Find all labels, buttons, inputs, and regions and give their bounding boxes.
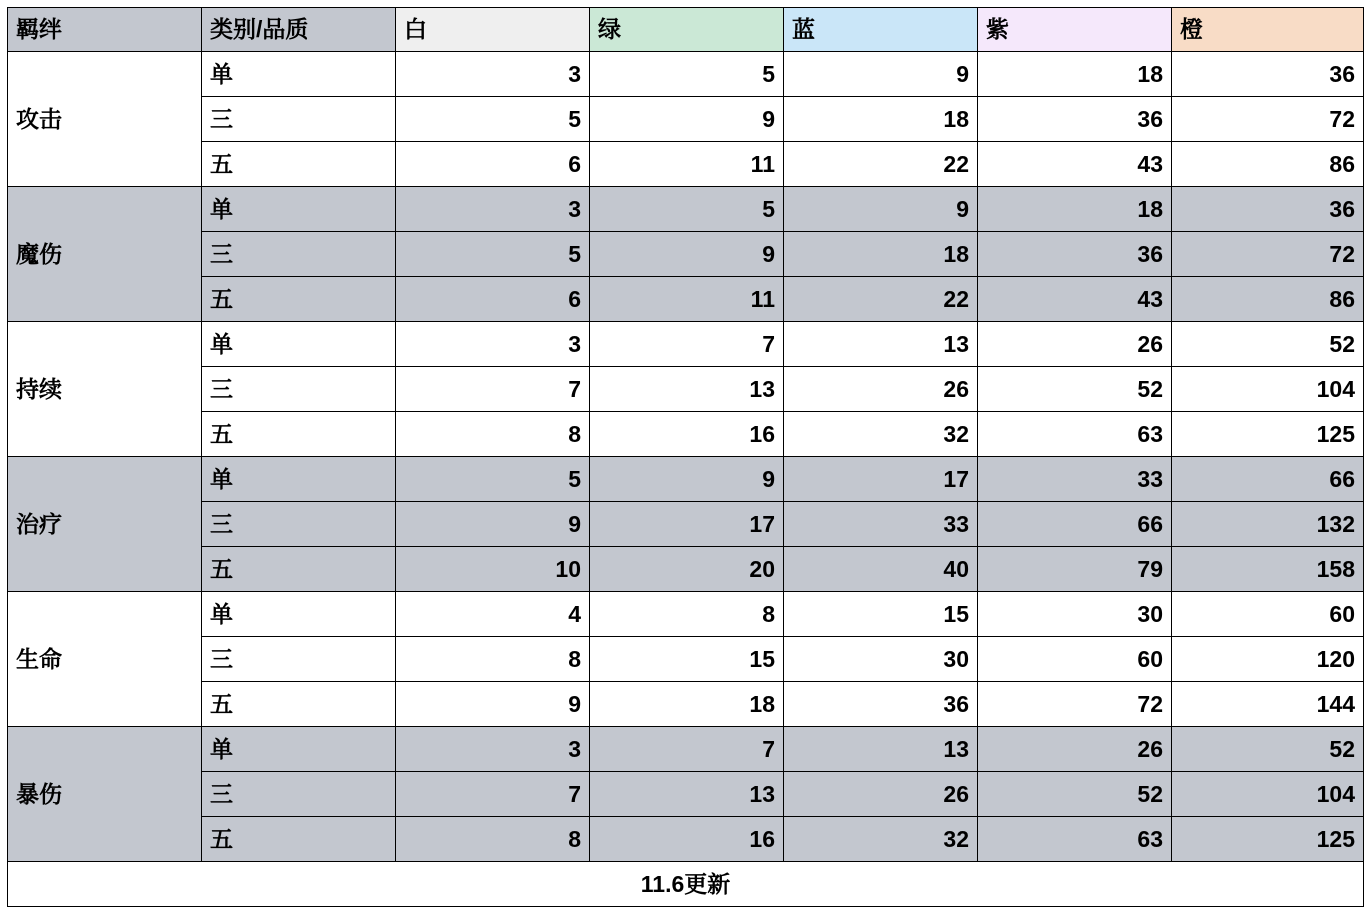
- category-cell: 单: [202, 592, 396, 637]
- table-row: [8, 277, 1364, 322]
- value-cell-orange: 36: [1172, 187, 1364, 232]
- table-row: [8, 727, 1364, 772]
- category-cell: 单: [202, 457, 396, 502]
- value-cell-white: 3: [396, 727, 590, 772]
- table-row: [8, 142, 1364, 187]
- table-row: [8, 457, 1364, 502]
- value-cell-green: 11: [590, 277, 784, 322]
- header-quality-blue: 蓝: [784, 8, 978, 52]
- value-cell-orange: 104: [1172, 367, 1364, 412]
- value-cell-blue: 26: [784, 367, 978, 412]
- value-cell-green: 5: [590, 187, 784, 232]
- value-cell-blue: 26: [784, 772, 978, 817]
- value-cell-purple: 30: [978, 592, 1172, 637]
- value-cell-white: 7: [396, 367, 590, 412]
- value-cell-blue: 18: [784, 232, 978, 277]
- category-cell: 五: [202, 277, 396, 322]
- value-cell-orange: 86: [1172, 142, 1364, 187]
- bond-name-cell: 治疗: [8, 457, 202, 592]
- value-cell-purple: 79: [978, 547, 1172, 592]
- value-cell-white: 3: [396, 52, 590, 97]
- value-cell-blue: 15: [784, 592, 978, 637]
- value-cell-orange: 36: [1172, 52, 1364, 97]
- value-cell-purple: 26: [978, 727, 1172, 772]
- table-row: [8, 412, 1364, 457]
- value-cell-blue: 9: [784, 52, 978, 97]
- value-cell-purple: 36: [978, 97, 1172, 142]
- header-quality-white: 白: [396, 8, 590, 52]
- value-cell-green: 17: [590, 502, 784, 547]
- footer-row: [8, 862, 1364, 907]
- table-row: [8, 502, 1364, 547]
- value-cell-blue: 40: [784, 547, 978, 592]
- table-row: [8, 547, 1364, 592]
- category-cell: 五: [202, 682, 396, 727]
- value-cell-orange: 125: [1172, 817, 1364, 862]
- value-cell-blue: 22: [784, 277, 978, 322]
- value-cell-purple: 52: [978, 772, 1172, 817]
- bond-name-cell: 生命: [8, 592, 202, 727]
- value-cell-purple: 33: [978, 457, 1172, 502]
- bond-name-cell: 攻击: [8, 52, 202, 187]
- value-cell-white: 5: [396, 232, 590, 277]
- value-cell-orange: 52: [1172, 322, 1364, 367]
- header-bond: 羁绊: [8, 8, 202, 52]
- value-cell-blue: 32: [784, 412, 978, 457]
- value-cell-green: 16: [590, 817, 784, 862]
- value-cell-green: 9: [590, 97, 784, 142]
- value-cell-purple: 66: [978, 502, 1172, 547]
- category-cell: 单: [202, 52, 396, 97]
- value-cell-green: 18: [590, 682, 784, 727]
- value-cell-green: 15: [590, 637, 784, 682]
- value-cell-purple: 43: [978, 277, 1172, 322]
- value-cell-purple: 18: [978, 187, 1172, 232]
- category-cell: 三: [202, 772, 396, 817]
- value-cell-white: 4: [396, 592, 590, 637]
- category-cell: 单: [202, 322, 396, 367]
- table-row: [8, 367, 1364, 412]
- value-cell-white: 8: [396, 637, 590, 682]
- value-cell-purple: 43: [978, 142, 1172, 187]
- value-cell-blue: 33: [784, 502, 978, 547]
- category-cell: 三: [202, 637, 396, 682]
- header-quality-green: 绿: [590, 8, 784, 52]
- category-cell: 单: [202, 187, 396, 232]
- value-cell-blue: 36: [784, 682, 978, 727]
- value-cell-white: 5: [396, 97, 590, 142]
- header-category: 类别/品质: [202, 8, 396, 52]
- table-row: [8, 637, 1364, 682]
- table-row: [8, 772, 1364, 817]
- value-cell-white: 7: [396, 772, 590, 817]
- value-cell-purple: 52: [978, 367, 1172, 412]
- value-cell-purple: 36: [978, 232, 1172, 277]
- category-cell: 五: [202, 412, 396, 457]
- value-cell-orange: 158: [1172, 547, 1364, 592]
- category-cell: 三: [202, 367, 396, 412]
- category-cell: 三: [202, 502, 396, 547]
- value-cell-green: 5: [590, 52, 784, 97]
- bond-name-cell: 暴伤: [8, 727, 202, 862]
- value-cell-white: 5: [396, 457, 590, 502]
- value-cell-orange: 72: [1172, 232, 1364, 277]
- value-cell-white: 3: [396, 187, 590, 232]
- category-cell: 五: [202, 142, 396, 187]
- value-cell-blue: 13: [784, 727, 978, 772]
- value-cell-orange: 144: [1172, 682, 1364, 727]
- value-cell-blue: 17: [784, 457, 978, 502]
- bond-name-cell: 魔伤: [8, 187, 202, 322]
- value-cell-blue: 22: [784, 142, 978, 187]
- table-row: [8, 817, 1364, 862]
- header-row: [8, 8, 1364, 52]
- table-row: [8, 52, 1364, 97]
- value-cell-purple: 63: [978, 817, 1172, 862]
- value-cell-orange: 66: [1172, 457, 1364, 502]
- value-cell-white: 9: [396, 682, 590, 727]
- value-cell-white: 8: [396, 412, 590, 457]
- category-cell: 五: [202, 817, 396, 862]
- value-cell-white: 6: [396, 277, 590, 322]
- header-quality-orange: 橙: [1172, 8, 1364, 52]
- value-cell-orange: 125: [1172, 412, 1364, 457]
- table-row: [8, 592, 1364, 637]
- value-cell-green: 9: [590, 232, 784, 277]
- value-cell-blue: 30: [784, 637, 978, 682]
- category-cell: 五: [202, 547, 396, 592]
- value-cell-white: 8: [396, 817, 590, 862]
- value-cell-orange: 104: [1172, 772, 1364, 817]
- value-cell-green: 7: [590, 322, 784, 367]
- value-cell-orange: 120: [1172, 637, 1364, 682]
- value-cell-green: 8: [590, 592, 784, 637]
- value-cell-orange: 52: [1172, 727, 1364, 772]
- value-cell-green: 11: [590, 142, 784, 187]
- value-cell-white: 3: [396, 322, 590, 367]
- value-cell-orange: 132: [1172, 502, 1364, 547]
- value-cell-orange: 86: [1172, 277, 1364, 322]
- value-cell-blue: 9: [784, 187, 978, 232]
- category-cell: 单: [202, 727, 396, 772]
- value-cell-purple: 63: [978, 412, 1172, 457]
- header-quality-purple: 紫: [978, 8, 1172, 52]
- value-cell-blue: 13: [784, 322, 978, 367]
- table-row: [8, 97, 1364, 142]
- table-row: [8, 322, 1364, 367]
- category-cell: 三: [202, 97, 396, 142]
- value-cell-green: 9: [590, 457, 784, 502]
- value-cell-blue: 32: [784, 817, 978, 862]
- value-cell-green: 13: [590, 367, 784, 412]
- value-cell-white: 6: [396, 142, 590, 187]
- category-cell: 三: [202, 232, 396, 277]
- bond-name-cell: 持续: [8, 322, 202, 457]
- value-cell-purple: 18: [978, 52, 1172, 97]
- table-row: [8, 232, 1364, 277]
- value-cell-purple: 72: [978, 682, 1172, 727]
- table-row: [8, 682, 1364, 727]
- value-cell-white: 10: [396, 547, 590, 592]
- value-cell-green: 7: [590, 727, 784, 772]
- value-cell-green: 13: [590, 772, 784, 817]
- bond-stats-table: [7, 7, 1364, 907]
- value-cell-blue: 18: [784, 97, 978, 142]
- value-cell-green: 20: [590, 547, 784, 592]
- update-note: 11.6更新: [8, 862, 1364, 907]
- value-cell-purple: 26: [978, 322, 1172, 367]
- value-cell-purple: 60: [978, 637, 1172, 682]
- value-cell-orange: 60: [1172, 592, 1364, 637]
- value-cell-green: 16: [590, 412, 784, 457]
- value-cell-white: 9: [396, 502, 590, 547]
- value-cell-orange: 72: [1172, 97, 1364, 142]
- table-row: [8, 187, 1364, 232]
